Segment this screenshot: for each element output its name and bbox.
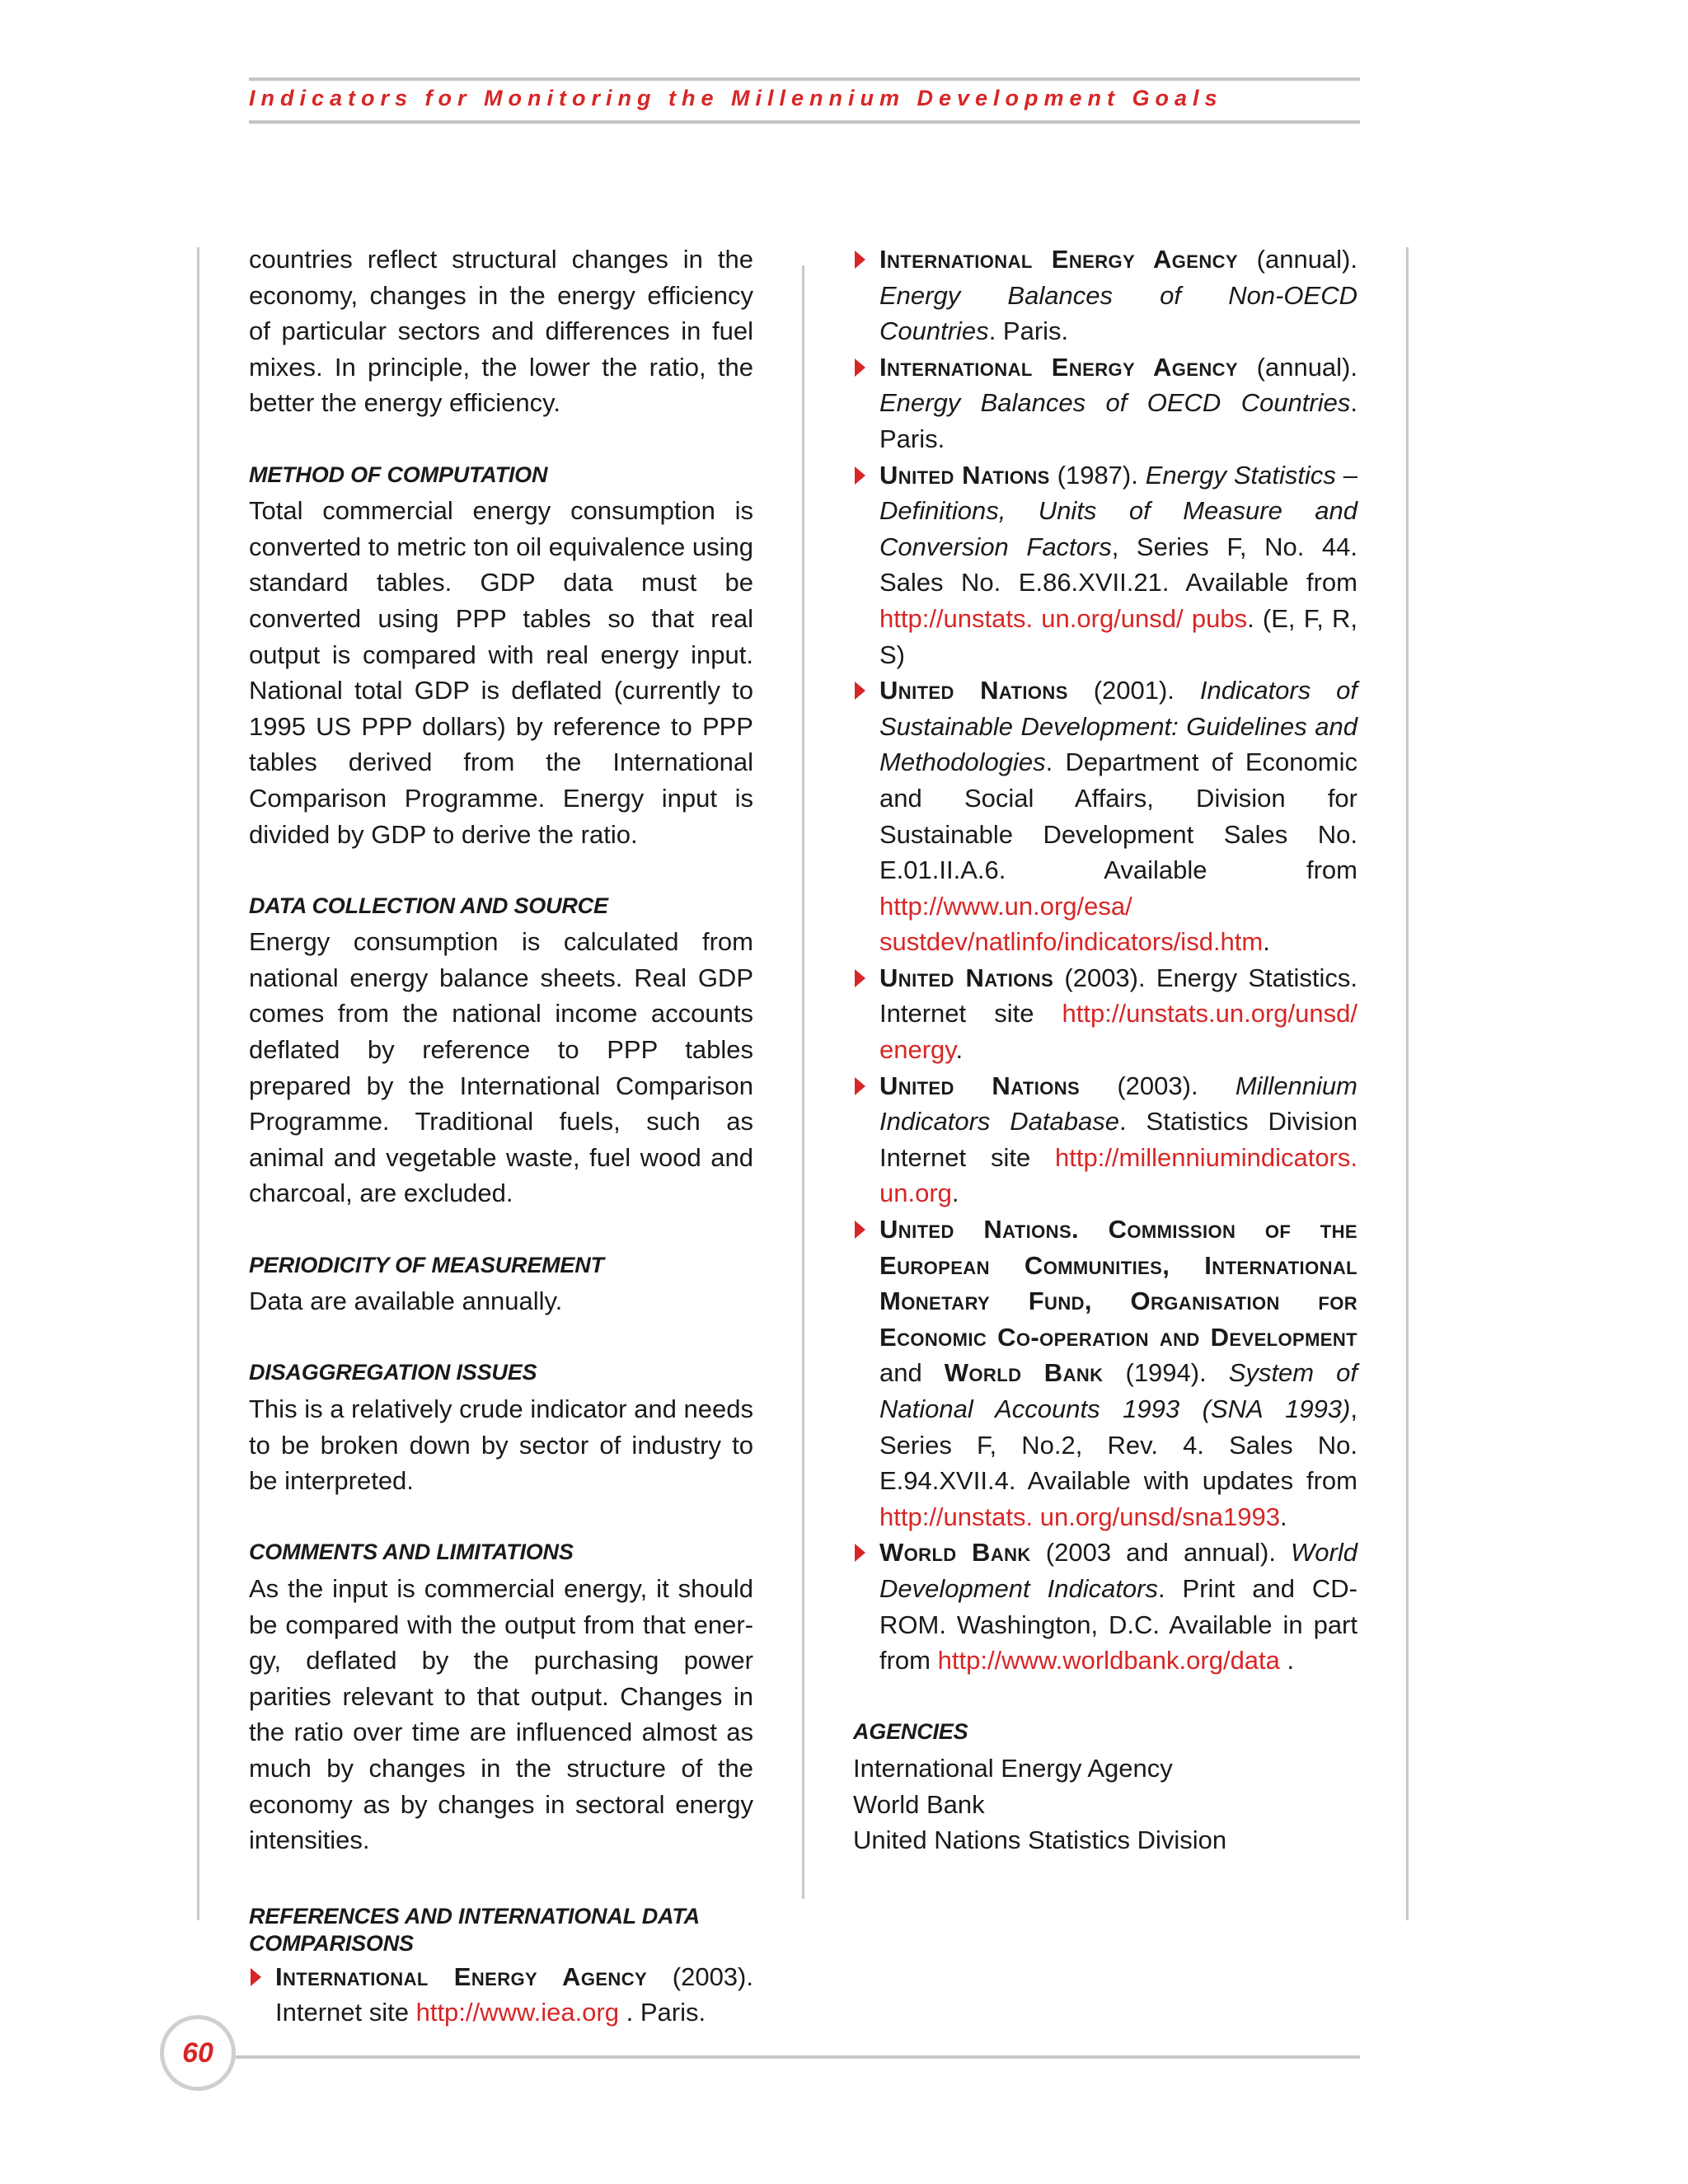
reference-item bbox=[853, 960, 1357, 1068]
reference-title: World Development Indicators bbox=[879, 1538, 1357, 1603]
reference-link[interactable]: http://www.worldbank.org/data bbox=[937, 1646, 1280, 1675]
bullet-arrow-icon bbox=[855, 1077, 865, 1095]
reference-details: (2003). Energy Statistics. Internet site bbox=[879, 963, 1357, 1029]
reference-item bbox=[853, 1535, 1357, 1678]
bullet-arrow-icon bbox=[855, 1221, 865, 1239]
reference-author: International Energy Agency bbox=[275, 1961, 648, 1991]
reference-item bbox=[853, 673, 1357, 960]
reference-item bbox=[853, 457, 1357, 673]
reference-author: United Nations bbox=[879, 460, 1050, 490]
reference-details: . Paris. bbox=[988, 316, 1069, 346]
bullet-arrow-icon bbox=[855, 466, 865, 485]
reference-item bbox=[853, 1068, 1357, 1212]
reference-author-2: World Bank bbox=[944, 1358, 1104, 1388]
data-collection-paragraph: Energy consumption is calculated from national energy balance sheets. Real GDP comes from the national income accounts deflated by reference to PPP tables prepared by the International Comparison Programme. Traditional fuels, such as animal and vegetable waste, fuel wood and charcoal, are excluded. bbox=[249, 927, 753, 1208]
page-number-badge bbox=[160, 2015, 236, 2091]
reference-item bbox=[249, 1959, 753, 2031]
disaggregation-paragraph: This is a relatively crude indicator and needs to be broken down by sector of industry to be interpreted. bbox=[249, 1394, 753, 1496]
periodicity-paragraph: Data are available annually. bbox=[249, 1286, 563, 1316]
agency-item: United Nations Statistics Division bbox=[853, 1825, 1227, 1855]
reference-year: (2003). Internet site bbox=[275, 1961, 753, 2027]
reference-details: . Statistics Division Internet site bbox=[879, 1107, 1357, 1172]
reference-title: Indicators of Sustainable Development: Guidelines and Methodologies bbox=[879, 676, 1358, 777]
right-column bbox=[853, 241, 1357, 1858]
reference-author: International Energy Agency bbox=[879, 352, 1238, 382]
reference-year: (2001). bbox=[1067, 676, 1200, 705]
reference-year: (annual). bbox=[1238, 352, 1357, 382]
reference-author: World Bank bbox=[879, 1538, 1031, 1568]
intro-paragraph: countries reflect structural changes in the economy, changes in the energy efficiency of particular sectors and differences in fuel mixes. In principle, the lower the ratio, the better the energy efficiency. bbox=[249, 245, 753, 418]
reference-title: Energy Balances of OECD Countries bbox=[879, 388, 1351, 418]
agency-item: International Energy Agency bbox=[853, 1753, 1173, 1783]
bullet-arrow-icon bbox=[855, 359, 865, 377]
reference-author: United Nations bbox=[879, 1071, 1081, 1100]
reference-tail: . bbox=[1280, 1502, 1287, 1531]
comments-paragraph: As the input is commercial energy, it should be compared with the output from that energy, deflated by the purchasing power parities relevant to that output. Changes in the ratio over time are influenced almost as much by changes in the structure of the economy as by changes in sectoral energy intensities. bbox=[249, 1573, 753, 1855]
left-margin-rule bbox=[197, 247, 199, 1920]
periodicity-heading: PERIODICITY OF MEASUREMENT bbox=[249, 1252, 604, 1277]
references-list-right bbox=[853, 241, 1357, 1679]
section-gap bbox=[249, 1858, 753, 1903]
reference-tail: . bbox=[1263, 927, 1270, 957]
reference-link[interactable]: http://millenniumindicators. un.org bbox=[879, 1142, 1357, 1208]
reference-tail: . (E, F, R, S) bbox=[879, 603, 1357, 669]
method-heading: METHOD OF COMPUTATION bbox=[249, 462, 548, 487]
data-collection-heading: DATA COLLECTION AND SOURCE bbox=[249, 893, 608, 918]
disaggregation-heading: DISAGGREGATION ISSUES bbox=[249, 1360, 537, 1385]
reference-tail: . bbox=[951, 1179, 959, 1208]
reference-link[interactable]: http://unstats.un.org/unsd/ energy bbox=[879, 999, 1357, 1065]
right-margin-rule bbox=[1406, 247, 1409, 1920]
reference-tail: . bbox=[1279, 1646, 1295, 1675]
reference-title: Millennium Indicators Database bbox=[879, 1071, 1357, 1137]
reference-title: Energy Statistics – Definitions, Units of Measure and Conversion Factors bbox=[879, 460, 1358, 561]
agency-item: World Bank bbox=[853, 1789, 985, 1819]
header-top-rule bbox=[249, 77, 1360, 81]
reference-details: , Series F, No. 44. Sales No. E.86.XVII.21. Available from bbox=[879, 532, 1357, 598]
bullet-arrow-icon bbox=[855, 969, 865, 987]
reference-tail: . Paris. bbox=[619, 1998, 706, 2027]
agencies-heading: AGENCIES bbox=[853, 1719, 968, 1745]
reference-link[interactable]: http://unstats. un.org/unsd/sna1993 bbox=[879, 1502, 1281, 1531]
bullet-arrow-icon bbox=[855, 251, 865, 269]
method-paragraph: Total commercial energy consumption is converted to metric ton oil equivalence using standard tables. GDP data must be converted using PPP tables so that real output is compared with real energy input. National total GDP is deflated (currently to 1995 US PPP dollars) by reference to PPP tables derived from the International Comparison Programme. Energy input is divided by GDP to derive the ratio. bbox=[249, 496, 753, 849]
footer-rule bbox=[236, 2055, 1360, 2059]
reference-year: (2003). bbox=[1080, 1071, 1236, 1100]
reference-author: International Energy Agency bbox=[879, 245, 1238, 274]
reference-author: United Nations bbox=[879, 676, 1068, 705]
bullet-arrow-icon bbox=[855, 682, 865, 700]
bullet-arrow-icon bbox=[855, 1544, 865, 1562]
reference-details: , Series F, No.2, Rev. 4. Sales No. E.94.XVII.4. Available with updates from bbox=[879, 1394, 1357, 1496]
reference-year: (2003 and annual). bbox=[1030, 1538, 1292, 1568]
reference-details: . Print and CD-ROM. Washington, D.C. Available in part from bbox=[879, 1573, 1357, 1675]
reference-details: . Paris. bbox=[879, 388, 1357, 453]
reference-conjunction: and bbox=[879, 1358, 945, 1388]
bullet-arrow-icon bbox=[251, 1968, 261, 1986]
reference-year: (1987). bbox=[1049, 460, 1146, 490]
references-list-left bbox=[249, 1959, 753, 2031]
reference-title: System of National Accounts 1993 (SNA 1993) bbox=[879, 1358, 1358, 1423]
left-column bbox=[249, 241, 753, 2031]
reference-link[interactable]: http://www.iea.org bbox=[415, 1998, 619, 2027]
column-divider bbox=[802, 265, 804, 1899]
comments-heading: COMMENTS AND LIMITATIONS bbox=[249, 1540, 574, 1565]
reference-item bbox=[853, 241, 1357, 349]
reference-title: Energy Balances of Non-OECD Countries bbox=[879, 280, 1357, 346]
running-header: Indicators for Monitoring the Millennium Development Goals bbox=[249, 86, 1223, 110]
reference-item bbox=[853, 1212, 1357, 1535]
reference-item bbox=[853, 349, 1357, 457]
reference-tail: . bbox=[955, 1035, 964, 1065]
reference-link[interactable]: http://www.un.org/esa/ sustdev/natlinfo/indicators/isd.htm bbox=[879, 891, 1264, 957]
reference-year: (1994). bbox=[1103, 1358, 1229, 1388]
page-number: 60 bbox=[182, 2036, 213, 2069]
reference-link[interactable]: http://unstats. un.org/unsd/ pubs bbox=[879, 603, 1248, 633]
reference-details: . Department of Economic and Social Affairs, Division for Sustainable Development Sales No. E.01.II.A.6. Available from bbox=[879, 748, 1357, 885]
references-heading: REFERENCES AND INTERNATIONAL DATA COMPARISONS bbox=[249, 1903, 699, 1956]
header-bottom-rule bbox=[249, 120, 1360, 124]
reference-author: United Nations. Commission of the European Communities, International Monetary Fund, Organisation for Economic Co-operation and Development bbox=[879, 1215, 1357, 1352]
reference-author: United Nations bbox=[879, 963, 1054, 992]
reference-year: (annual). bbox=[1238, 245, 1357, 274]
